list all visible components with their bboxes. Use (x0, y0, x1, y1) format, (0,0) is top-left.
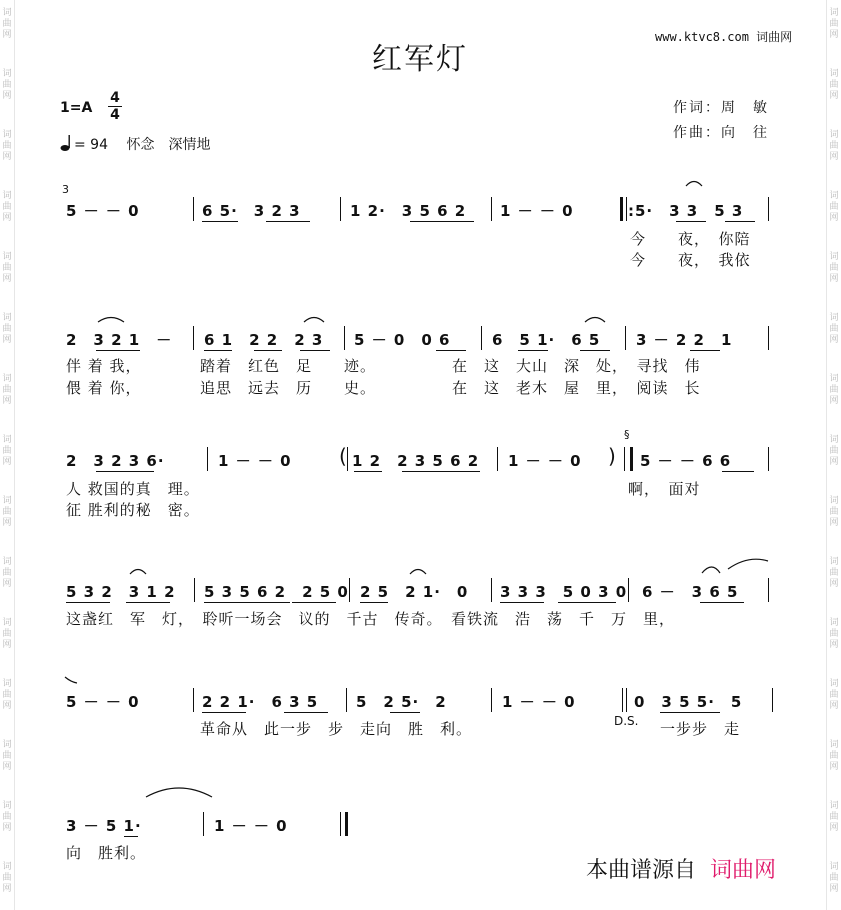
watermark-text: 词 曲 网 (829, 130, 839, 162)
underline (410, 221, 474, 222)
lyric-line-1c: 在 这 大山 深 处， 寻找 伟 (452, 357, 701, 375)
section-mark: 3 (62, 183, 69, 196)
underline (660, 712, 720, 713)
measure-4-5: 6 － 3 6 5 (642, 583, 739, 601)
underline (580, 350, 610, 351)
underline (402, 471, 480, 472)
measure-1-5: :5· 3 3 5 3 (628, 202, 744, 220)
tie-arc (96, 313, 126, 323)
measure-5-2: 2 2 1· 6 3 5 (202, 693, 319, 711)
watermark-text: 词 曲 网 (2, 130, 12, 162)
watermark-text: 词 曲 网 (2, 862, 12, 894)
watermark-text: 词 曲 网 (2, 374, 12, 406)
watermark-text: 词 曲 网 (829, 435, 839, 467)
watermark-text: 词 曲 网 (829, 374, 839, 406)
watermark-text: 词 曲 网 (829, 252, 839, 284)
measure-1-2: 6 5· 3 2 3 (202, 202, 301, 220)
underline (284, 712, 328, 713)
measure-4-3: 2 5 2 1· 0 (360, 583, 469, 601)
measure-2-3: 5 － 0 0 6 (354, 331, 451, 349)
lyric-line-1: 向 胜利。 (66, 844, 147, 862)
lyric-line-1a: 伴 着 我， (66, 357, 142, 375)
watermark-text: 词 曲 网 (829, 191, 839, 223)
watermark-text: 词 曲 网 (2, 313, 12, 345)
underline (722, 471, 754, 472)
site-name: 词曲网 (756, 30, 793, 44)
barline (624, 447, 625, 471)
barline (203, 812, 204, 836)
final-barline-thick (345, 812, 348, 836)
segno-barline (630, 447, 633, 471)
tie-arc (583, 313, 607, 323)
underline (124, 836, 138, 837)
footer-text: 本曲谱源自 (586, 858, 697, 883)
key-signature: 1=A (60, 100, 93, 116)
barline (491, 578, 492, 602)
right-watermark (827, 0, 841, 910)
repeat-barline (620, 197, 623, 221)
lyric-line-1: 这盏红 军 灯， 聆听一场会 议的 千古 传奇。 看铁流 浩 荡 千 万 里， (66, 610, 676, 628)
footer-brand: 词曲网 (710, 858, 777, 883)
watermark-text: 词 曲 网 (2, 740, 12, 772)
tempo-expression: 怀念 深情地 (126, 137, 211, 153)
watermark-text: 词 曲 网 (2, 679, 12, 711)
time-sig-top: 4 (110, 90, 120, 106)
underline (500, 602, 544, 603)
measure-2-5: 3 － 2 2 1 (636, 331, 733, 349)
barline (193, 688, 194, 712)
barline (768, 326, 769, 350)
underline (300, 350, 330, 351)
tempo-marking (60, 134, 210, 154)
bracket-open: ( (339, 444, 347, 468)
barline (344, 326, 345, 350)
barline (193, 197, 194, 221)
lyric-line-1b: 啊， 面对 (628, 480, 701, 498)
measure-2-4: 6 5 1· 6 5 (492, 331, 601, 349)
time-signature (108, 91, 122, 122)
left-watermark (0, 0, 14, 910)
watermark-text: 词 曲 网 (2, 435, 12, 467)
underline (725, 221, 755, 222)
source-footer (586, 853, 776, 884)
underline (360, 602, 388, 603)
underline (700, 602, 744, 603)
measure-4-1: 5 3 2 3 1 2 (66, 583, 176, 601)
measure-5-5: 0 3 5 5· 5 (634, 693, 743, 711)
underline (266, 221, 310, 222)
bracket-close: ) (608, 444, 616, 468)
measure-3-4: 1 － － 0 (508, 452, 582, 470)
barline (768, 578, 769, 602)
tie-arc (128, 565, 148, 575)
watermark-text: 词 曲 网 (829, 8, 839, 40)
left-border-line (14, 0, 15, 910)
underline (96, 350, 140, 351)
measure-3-5: 5 － － 6 6 (640, 452, 732, 470)
watermark-text: 词 曲 网 (829, 618, 839, 650)
barline (772, 688, 773, 712)
watermark-text: 词 曲 网 (2, 252, 12, 284)
barline (768, 447, 769, 471)
barline (491, 688, 492, 712)
underline (204, 602, 290, 603)
underline (690, 350, 720, 351)
underline (436, 350, 466, 351)
measure-6-2: 1 － － 0 (214, 817, 288, 835)
watermark-text: 词 曲 网 (829, 69, 839, 101)
lyric-line-1: 革命从 此一步 步 走向 胜 利。 (200, 720, 473, 738)
underline (558, 602, 616, 603)
score-title: 红军灯 (372, 42, 468, 77)
slur-arc (700, 555, 770, 575)
underline (96, 471, 154, 472)
measure-5-1: 5 － － 0 (66, 693, 140, 711)
watermark-text: 词 曲 网 (829, 313, 839, 345)
barline (346, 688, 347, 712)
watermark-text: 词 曲 网 (2, 8, 12, 40)
lyric-line-2a: 偎 着 你， (66, 379, 142, 397)
lyric-line-1: 今 夜， 你陪 (630, 230, 751, 248)
watermark-text: 词 曲 网 (829, 862, 839, 894)
watermark-text: 词 曲 网 (2, 801, 12, 833)
site-credit (655, 28, 792, 45)
lyric-tail: 一步步 走 (660, 720, 741, 738)
watermark-text: 词 曲 网 (2, 618, 12, 650)
watermark-text: 词 曲 网 (829, 496, 839, 528)
site-url: www.ktvc8.com (655, 30, 749, 44)
barline (497, 447, 498, 471)
lyric-line-1b: 踏着 红色 足 迹。 (200, 357, 377, 375)
barline (491, 197, 492, 221)
underline (202, 712, 246, 713)
measure-5-3: 5 2 5· 2 (356, 693, 447, 711)
underline (126, 602, 170, 603)
measure-1-4: 1 － － 0 (500, 202, 574, 220)
barline (768, 197, 769, 221)
barline (194, 578, 195, 602)
tempo-value: = 94 (74, 137, 108, 153)
underline (254, 350, 282, 351)
time-sig-bottom: 4 (110, 107, 120, 123)
lyric-line-1a: 人 救国的真 理。 (66, 480, 200, 498)
watermark-text: 词 曲 网 (2, 557, 12, 589)
tie-arc (302, 313, 326, 323)
barline (622, 688, 623, 712)
repeat-barline-thin (626, 197, 627, 221)
composer-credit: 作曲：向 往 (673, 125, 769, 141)
watermark-text: 词 曲 网 (2, 496, 12, 528)
measure-4-4: 3 3 3 5 0 3 0 (500, 583, 628, 601)
barline (340, 197, 341, 221)
barline (625, 326, 626, 350)
watermark-text: 词 曲 网 (829, 801, 839, 833)
lyric-line-2a: 征 胜利的秘 密。 (66, 501, 200, 519)
lyric-line-2c: 在 这 老木 屋 里， 阅读 长 (452, 379, 701, 397)
measure-2-2: 6 1 2 2 2 3 (204, 331, 324, 349)
watermark-text: 词 曲 网 (829, 740, 839, 772)
slur-arc (144, 783, 214, 799)
watermark-text: 词 曲 网 (2, 69, 12, 101)
lyric-line-2: 今 夜， 我依 (630, 251, 751, 269)
barline (207, 447, 208, 471)
final-barline-thin (340, 812, 341, 836)
underline (390, 712, 420, 713)
barline (628, 578, 629, 602)
barline (626, 688, 627, 712)
underline (676, 221, 706, 222)
underline (518, 350, 548, 351)
measure-3-2: 1 － － 0 (218, 452, 292, 470)
underline (354, 471, 382, 472)
watermark-text: 词 曲 网 (829, 679, 839, 711)
segno-sign: § (624, 428, 630, 441)
watermark-text: 词 曲 网 (829, 557, 839, 589)
lyricist-credit: 作词：周 敏 (673, 100, 769, 116)
tie-arc (684, 177, 704, 187)
barline (349, 578, 350, 602)
measure-3-1: 2 3 2 3 6· (66, 452, 165, 470)
measure-4-2: 5 3 5 6 2 2 5 0 (204, 583, 349, 601)
quarter-note-icon (60, 134, 74, 152)
measure-3-3: 1 2 2 3 5 6 2 (352, 452, 480, 470)
barline (193, 326, 194, 350)
underline (204, 350, 232, 351)
watermark-text: 词 曲 网 (2, 191, 12, 223)
measure-1-1: 5 － － 0 (66, 202, 140, 220)
measure-6-1: 3 － 5 1· (66, 817, 142, 835)
tie-arc (408, 565, 428, 575)
measure-2-1: 2 3 2 1 － (66, 331, 173, 349)
measure-1-3: 1 2· 3 5 6 2 (350, 202, 467, 220)
underline (66, 602, 110, 603)
tie-continuation (64, 676, 78, 684)
dal-segno: D.S. (614, 714, 639, 728)
underline (292, 602, 336, 603)
lyric-line-2b: 追思 远去 历 史。 (200, 379, 377, 397)
measure-5-4: 1 － － 0 (502, 693, 576, 711)
barline (481, 326, 482, 350)
barline (347, 447, 348, 471)
underline (202, 221, 238, 222)
